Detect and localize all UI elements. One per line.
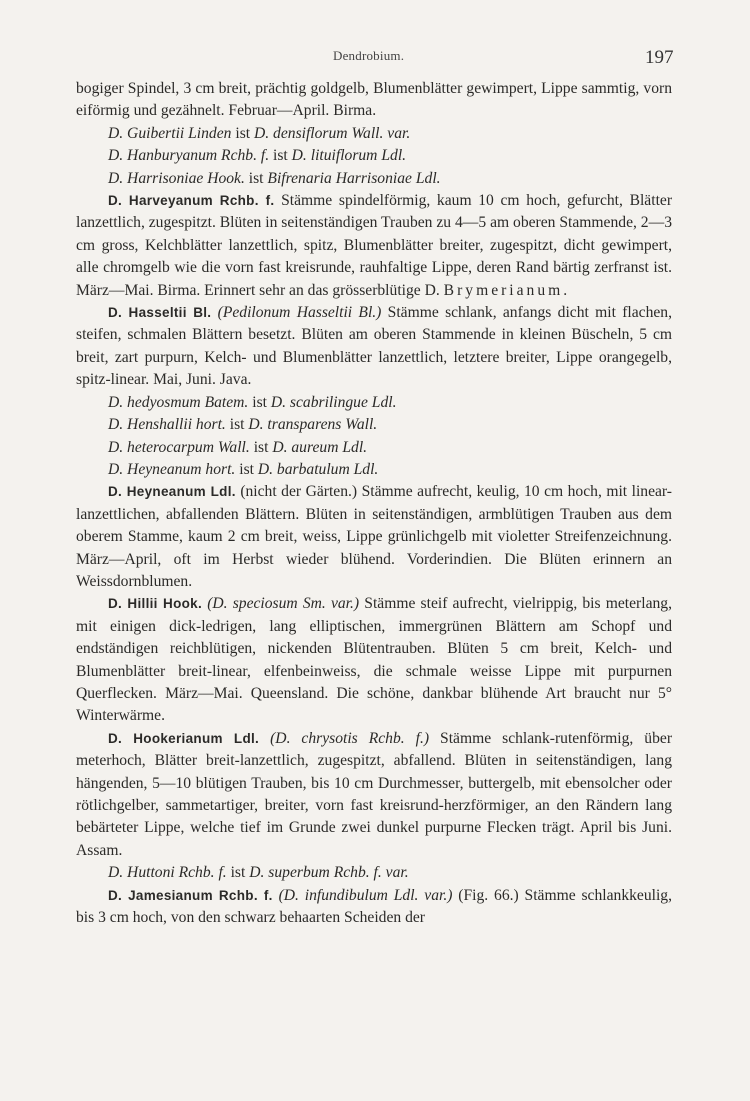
cross-reference: D. Huttoni Rchb. f. ist D. superbum Rchb. f. var.: [108, 864, 409, 882]
species-entry: D. Harveyanum Rchb. f. Stämme spindelförmig, kaum 10 cm hoch, gefurcht, Blätter lanzettlich, zugespitzt. Blüten in seitenständigen Trauben zu 4—5 am oberen Stammende, 2—3 cm gross, Kelchblätter lanzettlich, spitz, Blumenblätter breiter, zugespitzt, dicht gewimpert, alle chromgelb wie die vorn fast kreisrunde, rauhfaltige Lippe, deren Rand bärtig zerfranst ist. März—Mai. Birma. Erinnert sehr an das grösserblütige D. Brymerianum.: [76, 192, 673, 299]
cross-reference: D. Harrisoniae Hook. ist Bifrenaria Harrisoniae Ldl.: [108, 169, 441, 187]
species-entry: D. Hookerianum Ldl. (D. chrysotis Rchb. f.) Stämme schlank-rutenförmig, über meterhoch, Blätter breit-lanzettlich, zugespitzt, abfallend. Blüten in seitenständigen, lang hängenden, 5—10 blütigen Trauben, bis 10 cm Durchmesser, buttergelb, mit ebensolcher oder rötlichgelber, sammetartiger, breiter, vorn fast kreisrund-herzförmiger, an den Rändern lang bebärteter Lippe, welche tief im Grunde zwei dunkel purpurne Flecken trägt. April bis Juni. Assam.: [76, 729, 673, 859]
species-entry: D. Jamesianum Rchb. f. (D. infundibulum Ldl. var.) (Fig. 66.) Stämme schlankkeulig, bis 3 cm hoch, von den schwarz behaarten Scheiden der: [76, 886, 673, 927]
paragraph-continuation: bogiger Spindel, 3 cm breit, prächtig goldgelb, Blumenblätter gewimpert, Lippe sammtig, vorn eiförmig und gezähnelt. Februar—April. Birma.: [76, 80, 672, 120]
cross-reference: D. Henshallii hort. ist D. transparens Wall.: [108, 416, 378, 434]
cross-reference: D. Heyneanum hort. ist D. barbatulum Ldl.: [108, 460, 379, 478]
species-entry: D. Hillii Hook. (D. speciosum Sm. var.) Stämme steif aufrecht, vielrippig, bis meterlang, mit einigen dick-ledrigen, lang elliptischen, immergrünen Blättern am Schopf und endständigen reichblütigen, nickenden Blütentrauben. Blüten 5 cm breit, Kelch- und Blumenblätter breit-linear, elfenbeinweiss, die schmale weisse Lippe mit purpurnen Querflecken. März—Mai. Queensland. Die schöne, dankbar blühende Art braucht nur 5° Winterwärme.: [76, 595, 672, 725]
cross-reference: D. Hanburyanum Rchb. f. ist D. lituiflorum Ldl.: [108, 147, 407, 165]
cross-reference: D. heterocarpum Wall. ist D. aureum Ldl.: [108, 438, 368, 456]
species-entry: D. Heyneanum Ldl. (nicht der Gärten.) Stämme aufrecht, keulig, 10 cm hoch, mit linear-lanzettlichen, abfallenden Blättern. Blüten in seitenständigen, armblütigen Trauben aus dem oberem Stamme, kaum 2 cm breit, weiss, Lippe grünlichgelb mit violetter Streifenzeichnung. März—April, oft im Herbst wieder blühend. Vorderindien. Die Blüten erinnern an Weissdornblumen.: [76, 483, 672, 590]
page-body: [76, 78, 672, 929]
cross-reference: D. hedyosmum Batem. ist D. scabrilingue Ldl.: [108, 393, 397, 411]
cross-reference: D. Guibertii Linden ist D. densiflorum Wall. var.: [108, 124, 411, 142]
species-entry: D. Hasseltii Bl. (Pedilonum Hasseltii Bl.) Stämme schlank, anfangs dicht mit flachen, steifen, schmalen Blättern besetzt. Blüten am oberen Stammende in kleinen Büscheln, 5 cm breit, zart purpurn, Kelch- und Blumenblätter lanzettlich, letztere breiter, Lippe orangegelb, spitz-linear. Mai, Juni. Java.: [76, 304, 672, 389]
page-number: 197: [645, 47, 674, 68]
running-title: Dendrobium.: [333, 48, 405, 63]
